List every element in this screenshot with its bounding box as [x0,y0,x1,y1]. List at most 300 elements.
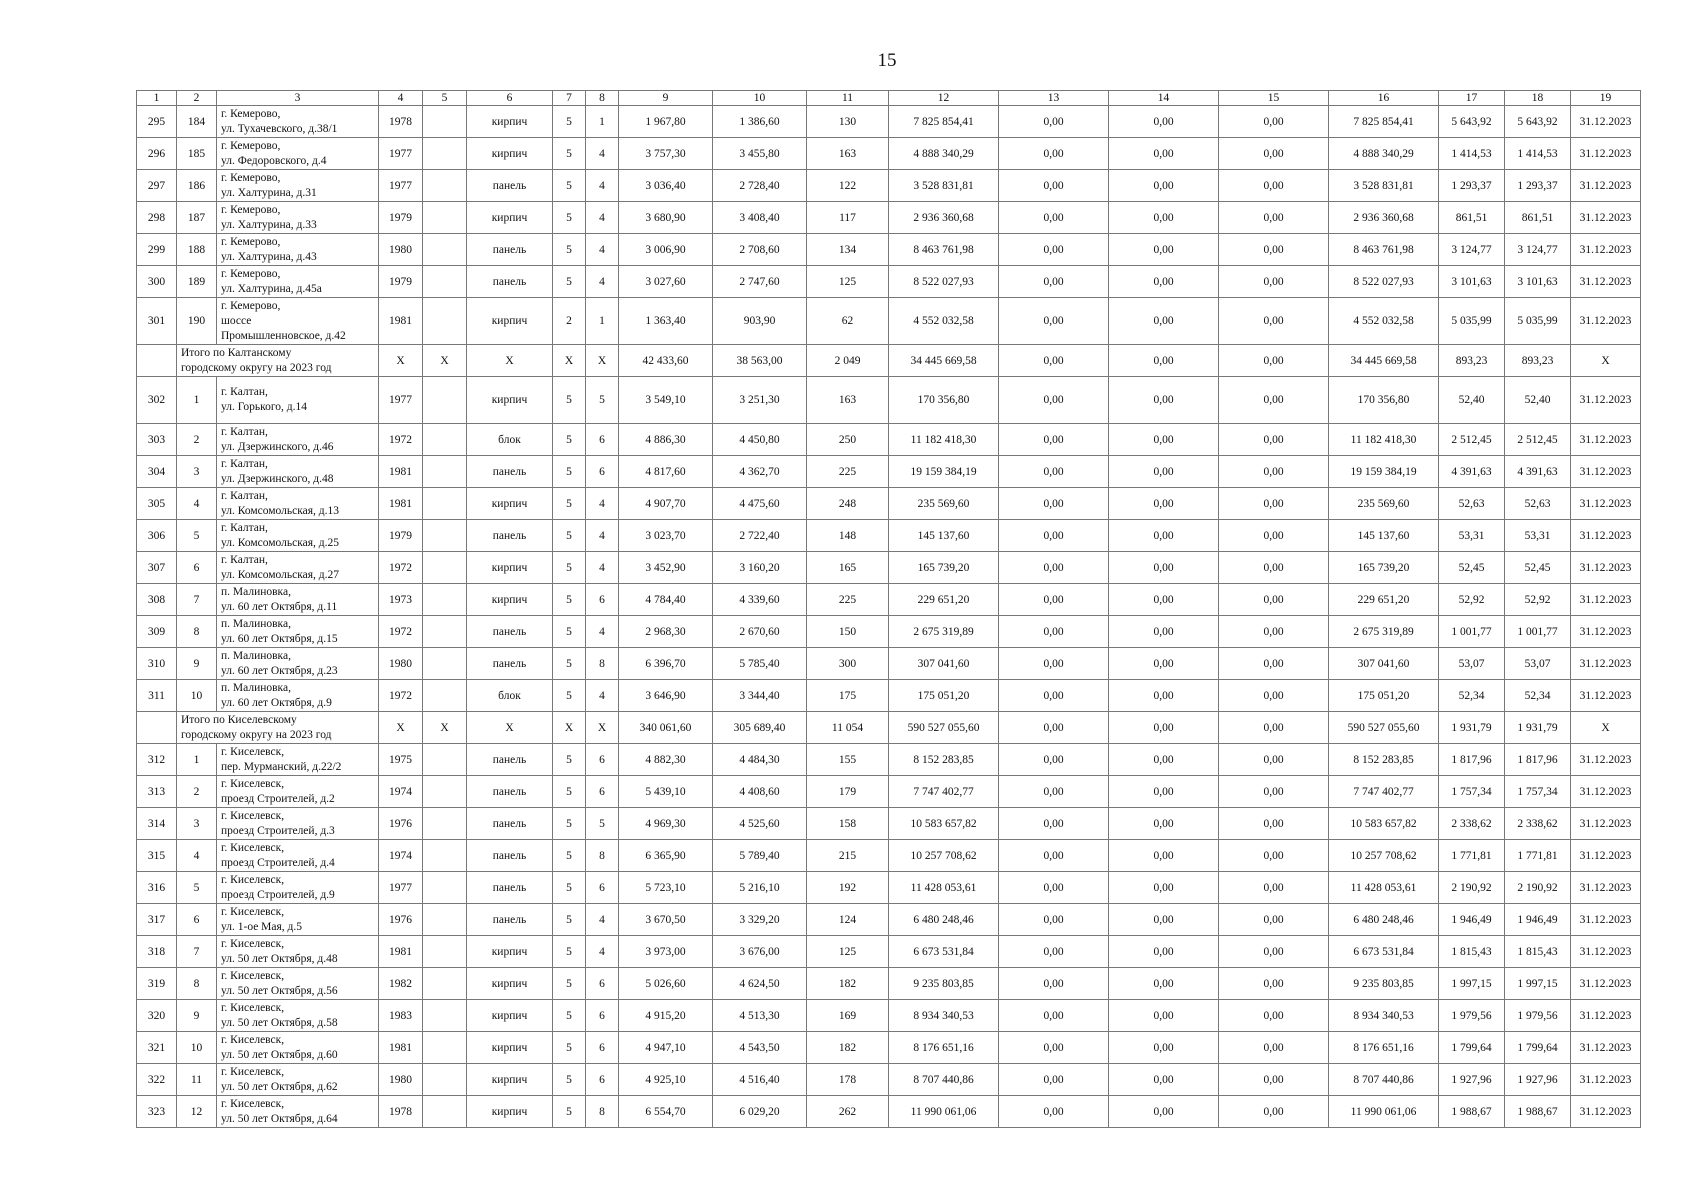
table-cell: 0,00 [999,298,1109,345]
table-cell: 229 651,20 [889,584,999,616]
table-cell: 4 907,70 [619,488,713,520]
table-cell: 179 [807,776,889,808]
table-cell: 1 293,37 [1439,170,1505,202]
table-cell: 299 [137,234,177,266]
table-cell: 4 [586,170,619,202]
table-cell: панель [467,776,553,808]
column-number-row [137,91,1641,106]
table-cell: 3 251,30 [713,377,807,424]
table-cell: 2 722,40 [713,520,807,552]
table-cell: 0,00 [1109,872,1219,904]
table-cell: 19 159 384,19 [1329,456,1439,488]
table-cell: 4 552 032,58 [1329,298,1439,345]
table-cell: 0,00 [1109,424,1219,456]
table-cell: панель [467,170,553,202]
address-cell: п. Малиновка, ул. 60 лет Октября, д.23 [217,648,379,680]
table-cell: 5 [553,552,586,584]
table-cell: 248 [807,488,889,520]
table-cell: 1976 [379,808,423,840]
table-cell: 0,00 [999,1096,1109,1128]
table-cell: 52,63 [1439,488,1505,520]
column-number: 16 [1329,91,1439,106]
table-cell: 125 [807,936,889,968]
table-cell [423,808,467,840]
table-cell: 301 [137,298,177,345]
table-cell: 1 [177,377,217,424]
table-row [137,1064,1641,1096]
table-cell: 125 [807,266,889,298]
table-row [137,266,1641,298]
table-cell: 0,00 [999,1000,1109,1032]
table-cell: 31.12.2023 [1571,808,1641,840]
table-cell: панель [467,744,553,776]
table-cell: 4 [586,202,619,234]
table-cell: 0,00 [999,520,1109,552]
table-cell: 52,34 [1439,680,1505,712]
table-cell: 1 414,53 [1439,138,1505,170]
table-cell: 184 [177,106,217,138]
table-row [137,202,1641,234]
table-cell: 0,00 [999,138,1109,170]
address-cell: п. Малиновка, ул. 60 лет Октября, д.9 [217,680,379,712]
table-cell: 0,00 [999,1064,1109,1096]
table-cell: 2 936 360,68 [889,202,999,234]
table-cell [423,872,467,904]
table-cell: 2 [177,424,217,456]
table-cell: 0,00 [1219,266,1329,298]
table-cell: 235 569,60 [1329,488,1439,520]
table-cell [423,936,467,968]
address-cell: п. Малиновка, ул. 60 лет Октября, д.15 [217,616,379,648]
table-cell: 189 [177,266,217,298]
table-cell: 0,00 [1219,234,1329,266]
table-cell: 6 [586,968,619,1000]
table-cell: 1 967,80 [619,106,713,138]
column-number: 7 [553,91,586,106]
table-cell: 0,00 [1219,680,1329,712]
table-cell: 2 968,30 [619,616,713,648]
table-cell: 5 [553,616,586,648]
table-cell: 8 152 283,85 [889,744,999,776]
table-cell: 163 [807,377,889,424]
table-cell: 7 825 854,41 [889,106,999,138]
table-cell: 0,00 [1109,904,1219,936]
table-cell: 6 [586,1032,619,1064]
address-cell: г. Киселевск, ул. 50 лет Октября, д.64 [217,1096,379,1128]
table-cell: 4 [177,840,217,872]
table-cell: 8 707 440,86 [889,1064,999,1096]
subtotal-cell: 893,23 [1505,345,1571,377]
table-cell: 4 [586,904,619,936]
table-cell: 31.12.2023 [1571,520,1641,552]
table-cell: 1981 [379,1032,423,1064]
table-cell: 52,63 [1505,488,1571,520]
table-cell: 307 [137,552,177,584]
table-cell: 31.12.2023 [1571,298,1641,345]
subtotal-cell: 1 931,79 [1505,712,1571,744]
table-cell: 10 [177,680,217,712]
table-cell: 8 522 027,93 [1329,266,1439,298]
table-cell: 2 936 360,68 [1329,202,1439,234]
table-cell: 11 428 053,61 [889,872,999,904]
table-cell: 321 [137,1032,177,1064]
table-cell: 317 [137,904,177,936]
table-cell [423,1064,467,1096]
table-cell: 0,00 [999,616,1109,648]
table-cell: 3 101,63 [1439,266,1505,298]
table-cell: 0,00 [999,584,1109,616]
table-cell: 31.12.2023 [1571,266,1641,298]
table-row [137,520,1641,552]
table-cell: 31.12.2023 [1571,968,1641,1000]
table-cell: 3 757,30 [619,138,713,170]
table-cell: 0,00 [1219,106,1329,138]
subtotal-cell: 0,00 [1219,345,1329,377]
table-cell: 31.12.2023 [1571,424,1641,456]
table-cell: 31.12.2023 [1571,138,1641,170]
subtotal-cell: X [586,345,619,377]
table-cell [423,616,467,648]
table-cell: 3 [177,456,217,488]
table-cell: панель [467,616,553,648]
table-cell [423,1000,467,1032]
table-cell: 0,00 [1219,138,1329,170]
table-row [137,552,1641,584]
table-cell: 302 [137,377,177,424]
table-row [137,584,1641,616]
table-cell: 10 583 657,82 [1329,808,1439,840]
table-row [137,298,1641,345]
column-number: 13 [999,91,1109,106]
table-cell: 5 [177,520,217,552]
table-cell: 31.12.2023 [1571,488,1641,520]
table-cell: 1 757,34 [1505,776,1571,808]
table-cell: 5 [553,840,586,872]
table-row [137,872,1641,904]
table-cell: 31.12.2023 [1571,744,1641,776]
table-cell: 0,00 [999,234,1109,266]
address-cell: г. Киселевск, проезд Строителей, д.4 [217,840,379,872]
table-cell: 5 [553,904,586,936]
table-cell: 52,45 [1505,552,1571,584]
table-cell: 1977 [379,138,423,170]
table-cell: 4 882,30 [619,744,713,776]
table-cell: 4 784,40 [619,584,713,616]
table-cell: 2 675 319,89 [889,616,999,648]
table-cell: 5 [553,744,586,776]
table-cell [423,584,467,616]
table-cell: 5 [553,106,586,138]
table-cell: 3 528 831,81 [889,170,999,202]
subtotal-cell: 0,00 [999,345,1109,377]
table-cell: 5 [553,1000,586,1032]
table-cell: 1977 [379,170,423,202]
table-cell: 1972 [379,552,423,584]
table-cell: 2 675 319,89 [1329,616,1439,648]
table-cell: 5 [553,648,586,680]
table-cell: 52,40 [1505,377,1571,424]
table-cell: панель [467,808,553,840]
table-cell: 8 176 651,16 [1329,1032,1439,1064]
table-cell: кирпич [467,1096,553,1128]
table-cell: 6 [586,744,619,776]
table-cell: 6 [586,872,619,904]
table-cell: 155 [807,744,889,776]
table-cell: 0,00 [1109,1000,1219,1032]
table-cell: панель [467,904,553,936]
table-cell: 1 [177,744,217,776]
table-cell: 6 [586,1000,619,1032]
table-cell: 3 973,00 [619,936,713,968]
column-number: 9 [619,91,713,106]
table-row [137,170,1641,202]
address-cell: г. Киселевск, ул. 50 лет Октября, д.58 [217,1000,379,1032]
table-cell: 1975 [379,744,423,776]
table-cell: 3 680,90 [619,202,713,234]
table-cell [423,106,467,138]
table-cell: 0,00 [1219,840,1329,872]
table-cell: 1 771,81 [1439,840,1505,872]
table-cell: 1972 [379,424,423,456]
table-cell: 31.12.2023 [1571,840,1641,872]
table-cell: 175 051,20 [889,680,999,712]
table-cell: 0,00 [1109,1064,1219,1096]
address-cell: г. Кемерово, шоссе Промышленновское, д.42 [217,298,379,345]
table-cell: 0,00 [1219,808,1329,840]
table-cell: 0,00 [1219,1064,1329,1096]
table-row [137,106,1641,138]
table-cell: 1973 [379,584,423,616]
table-cell: 4 925,10 [619,1064,713,1096]
table-cell: 169 [807,1000,889,1032]
column-number: 2 [177,91,217,106]
table-cell: кирпич [467,106,553,138]
table-cell: 312 [137,744,177,776]
table-cell: панель [467,872,553,904]
table-cell: 0,00 [999,744,1109,776]
table-cell: 53,07 [1505,648,1571,680]
table-cell: 3 329,20 [713,904,807,936]
table-cell: 2 338,62 [1505,808,1571,840]
table-cell: 1980 [379,1064,423,1096]
table-cell: 4 [586,680,619,712]
table-cell: 1 979,56 [1505,1000,1571,1032]
table-cell: 6 554,70 [619,1096,713,1128]
table-cell: 215 [807,840,889,872]
subtotal-cell: 340 061,60 [619,712,713,744]
table-row [137,234,1641,266]
table-cell: 1 817,96 [1505,744,1571,776]
table-cell: 31.12.2023 [1571,377,1641,424]
table-cell: 62 [807,298,889,345]
table-cell: 31.12.2023 [1571,202,1641,234]
address-cell: г. Киселевск, ул. 50 лет Октября, д.60 [217,1032,379,1064]
table-cell: 0,00 [1109,936,1219,968]
subtotal-cell: 2 049 [807,345,889,377]
table-cell: кирпич [467,377,553,424]
table-cell: 0,00 [1219,744,1329,776]
table-cell: 5 [553,1096,586,1128]
table-cell: 4 552 032,58 [889,298,999,345]
subtotal-cell: 0,00 [999,712,1109,744]
table-row [137,840,1641,872]
table-cell: 3 408,40 [713,202,807,234]
table-cell: 1977 [379,872,423,904]
subtotal-cell: 590 527 055,60 [889,712,999,744]
table-cell: 0,00 [1109,584,1219,616]
table-cell: 0,00 [1219,170,1329,202]
table-cell: 8 [586,840,619,872]
table-cell: 2 [177,776,217,808]
table-row [137,1000,1641,1032]
table-cell: 861,51 [1439,202,1505,234]
table-cell: 303 [137,424,177,456]
table-cell: 0,00 [999,680,1109,712]
table-cell: 11 182 418,30 [889,424,999,456]
table-row [137,808,1641,840]
table-cell: 7 747 402,77 [889,776,999,808]
table-cell: 10 583 657,82 [889,808,999,840]
table-cell: 1978 [379,1096,423,1128]
table-cell: 304 [137,456,177,488]
table-cell: 4 516,40 [713,1064,807,1096]
table-cell: 0,00 [1109,680,1219,712]
table-cell: 175 051,20 [1329,680,1439,712]
table-cell: 6 [177,904,217,936]
table-cell: 8 934 340,53 [889,1000,999,1032]
table-cell: 0,00 [1109,520,1219,552]
subtotal-cell: X [379,712,423,744]
table-cell [423,904,467,936]
table-cell: 0,00 [999,106,1109,138]
table-row [137,968,1641,1000]
table-cell: 5 [553,138,586,170]
table-cell: 1 [586,106,619,138]
table-cell: 6 480 248,46 [1329,904,1439,936]
table-cell: блок [467,680,553,712]
table-cell: 861,51 [1505,202,1571,234]
table-cell: 1982 [379,968,423,1000]
table-cell: 134 [807,234,889,266]
table-cell: 4 [586,138,619,170]
table-cell: 4 888 340,29 [889,138,999,170]
table-cell [423,456,467,488]
table-cell: 0,00 [999,968,1109,1000]
table-cell [423,202,467,234]
table-cell: 311 [137,680,177,712]
table-cell [423,377,467,424]
table-cell: 6 [586,456,619,488]
subtotal-cell: X [423,712,467,744]
subtotal-label: Итого по Калтанскому городскому округу на 2023 год [177,345,379,377]
table-cell: 5 [586,808,619,840]
table-cell: 0,00 [999,552,1109,584]
table-cell: 31.12.2023 [1571,552,1641,584]
table-cell: 31.12.2023 [1571,904,1641,936]
table-cell [423,648,467,680]
table-cell: 1 817,96 [1439,744,1505,776]
table-cell: 31.12.2023 [1571,1000,1641,1032]
table-row [137,616,1641,648]
table-cell: 0,00 [1109,266,1219,298]
column-number: 1 [137,91,177,106]
table-cell: 3 452,90 [619,552,713,584]
subtotal-cell: 305 689,40 [713,712,807,744]
table-cell: 31.12.2023 [1571,776,1641,808]
table-cell: 5 789,40 [713,840,807,872]
table-cell: 0,00 [1109,840,1219,872]
table-cell: 182 [807,1032,889,1064]
table-cell: кирпич [467,1000,553,1032]
table-row [137,1096,1641,1128]
table-cell: 1980 [379,648,423,680]
table-cell: 5 [553,776,586,808]
table-cell: 0,00 [1109,202,1219,234]
table-cell: 52,45 [1439,552,1505,584]
table-cell: 158 [807,808,889,840]
table-cell: 148 [807,520,889,552]
table-cell: 150 [807,616,889,648]
table-row [137,138,1641,170]
table-cell: 5 785,40 [713,648,807,680]
table-cell: 165 [807,552,889,584]
table-row [137,648,1641,680]
address-cell: г. Кемерово, ул. Федоровского, д.4 [217,138,379,170]
table-cell: 6 396,70 [619,648,713,680]
table-cell: 5 [553,1032,586,1064]
table-cell: 8 [177,616,217,648]
table-cell: 0,00 [1219,968,1329,1000]
table-cell: 1 001,77 [1439,616,1505,648]
address-cell: г. Киселевск, ул. 50 лет Октября, д.62 [217,1064,379,1096]
table-cell: 3 124,77 [1505,234,1571,266]
subtotal-cell: 42 433,60 [619,345,713,377]
table-cell: 7 747 402,77 [1329,776,1439,808]
table-cell: 2 747,60 [713,266,807,298]
table-cell: 0,00 [999,424,1109,456]
subtotal-cell: X [586,712,619,744]
table-cell: 11 428 053,61 [1329,872,1439,904]
table-cell: 1972 [379,680,423,712]
table-cell: 0,00 [1219,424,1329,456]
subtotal-row [137,712,1641,744]
table-cell: 9 235 803,85 [889,968,999,1000]
subtotal-cell: X [1571,345,1641,377]
table-cell: 8 522 027,93 [889,266,999,298]
table-cell: 0,00 [1109,106,1219,138]
address-cell: г. Киселевск, ул. 1-ое Мая, д.5 [217,904,379,936]
table-cell: 0,00 [1109,138,1219,170]
table-cell: кирпич [467,936,553,968]
table-row [137,488,1641,520]
table-cell: 182 [807,968,889,1000]
table-cell: 4 391,63 [1439,456,1505,488]
table-cell: кирпич [467,138,553,170]
table-cell: 5 [553,520,586,552]
address-cell: г. Калтан, ул. Комсомольская, д.13 [217,488,379,520]
table-cell [423,1032,467,1064]
table-cell: 9 [177,1000,217,1032]
subtotal-cell: X [1571,712,1641,744]
table-cell: 188 [177,234,217,266]
table-cell: 3 670,50 [619,904,713,936]
page-number: 15 [877,50,897,71]
table-cell: 295 [137,106,177,138]
table-cell: 4 408,60 [713,776,807,808]
table-cell: 6 [586,776,619,808]
address-cell: г. Киселевск, проезд Строителей, д.9 [217,872,379,904]
table-cell: 1 815,43 [1505,936,1571,968]
